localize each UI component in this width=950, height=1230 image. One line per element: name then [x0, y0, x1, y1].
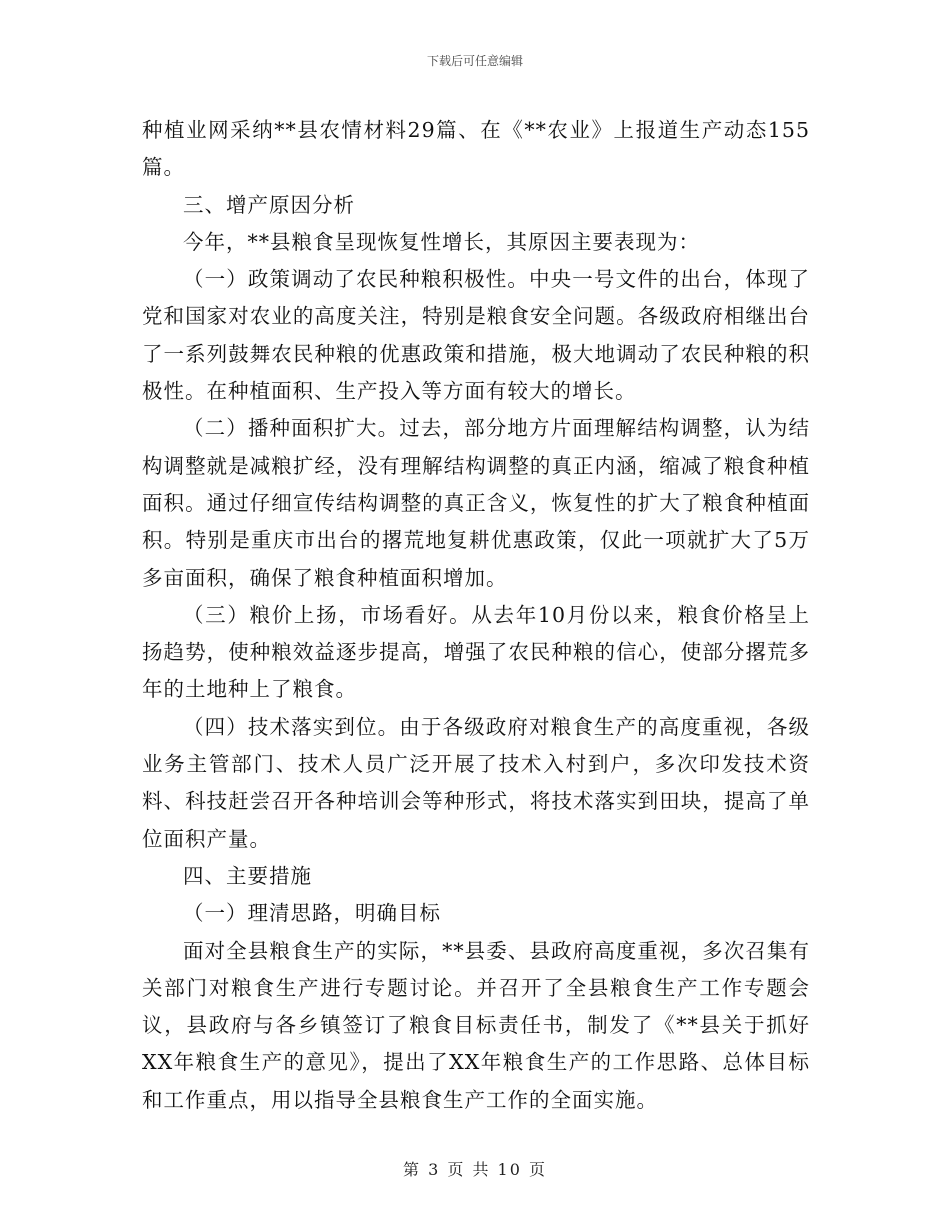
page-header: 下载后可任意编辑 [426, 54, 523, 68]
paragraph: 今年，**县粮食呈现恢复性增长，其原因主要表现为： [183, 229, 700, 254]
paragraph: （二）播种面积扩大。过去，部分地方片面理解结构调整，认为结构调整就是减粮扩经，没有理解结构调整的真正内涵，缩减了粮食种植面积。通过仔细宣传结构调整的真正含义，恢复性的扩大了粮食种植面积。特别是重庆市出台的撂荒地复耕优惠政策，仅此一项就扩大了5万多亩面积，确保了粮食种植面积增加。 [142, 416, 810, 590]
section-heading: 三、增产原因分析 [183, 192, 355, 217]
section-heading: 四、主要措施 [183, 863, 312, 888]
paragraph: 面对全县粮食生产的实际，**县委、县政府高度重视，多次召集有关部门对粮食生产进行专题讨论。并召开了全县粮食生产工作专题会议，县政府与各乡镇签订了粮食目标责任书，制发了《**县关于抓好XX年粮食生产的意见》，提出了XX年粮食生产的工作思路、总体目标和工作重点，用以指导全县粮食生产工作的全面实施。 [142, 938, 810, 1112]
document-body [142, 112, 810, 1119]
paragraph: （四）技术落实到位。由于各级政府对粮食生产的高度重视，各级业务主管部门、技术人员广泛开展了技术入村到户，多次印发技术资料、科技赶尝召开各种培训会等种形式，将技术落实到田块，提高了单位面积产量。 [142, 714, 810, 851]
paragraph: （三）粮价上扬，市场看好。从去年10月份以来，粮食价格呈上扬趋势，使种粮效益逐步提高，增强了农民种粮的信心，使部分撂荒多年的土地种上了粮食。 [142, 602, 810, 702]
subsection-heading: （一）理清思路，明确目标 [183, 901, 441, 926]
paragraph: （一）政策调动了农民种粮积极性。中央一号文件的出台，体现了党和国家对农业的高度关注，特别是粮食安全问题。各级政府相继出台了一系列鼓舞农民种粮的优惠政策和措施，极大地调动了农民种粮的积极性。在种植面积、生产投入等方面有较大的增长。 [142, 267, 810, 404]
paragraph: 种植业网采纳**县农情材料29篇、在《**农业》上报道生产动态155篇。 [142, 118, 810, 180]
page-number: 第 3 页 共 10 页 [403, 1160, 547, 1179]
